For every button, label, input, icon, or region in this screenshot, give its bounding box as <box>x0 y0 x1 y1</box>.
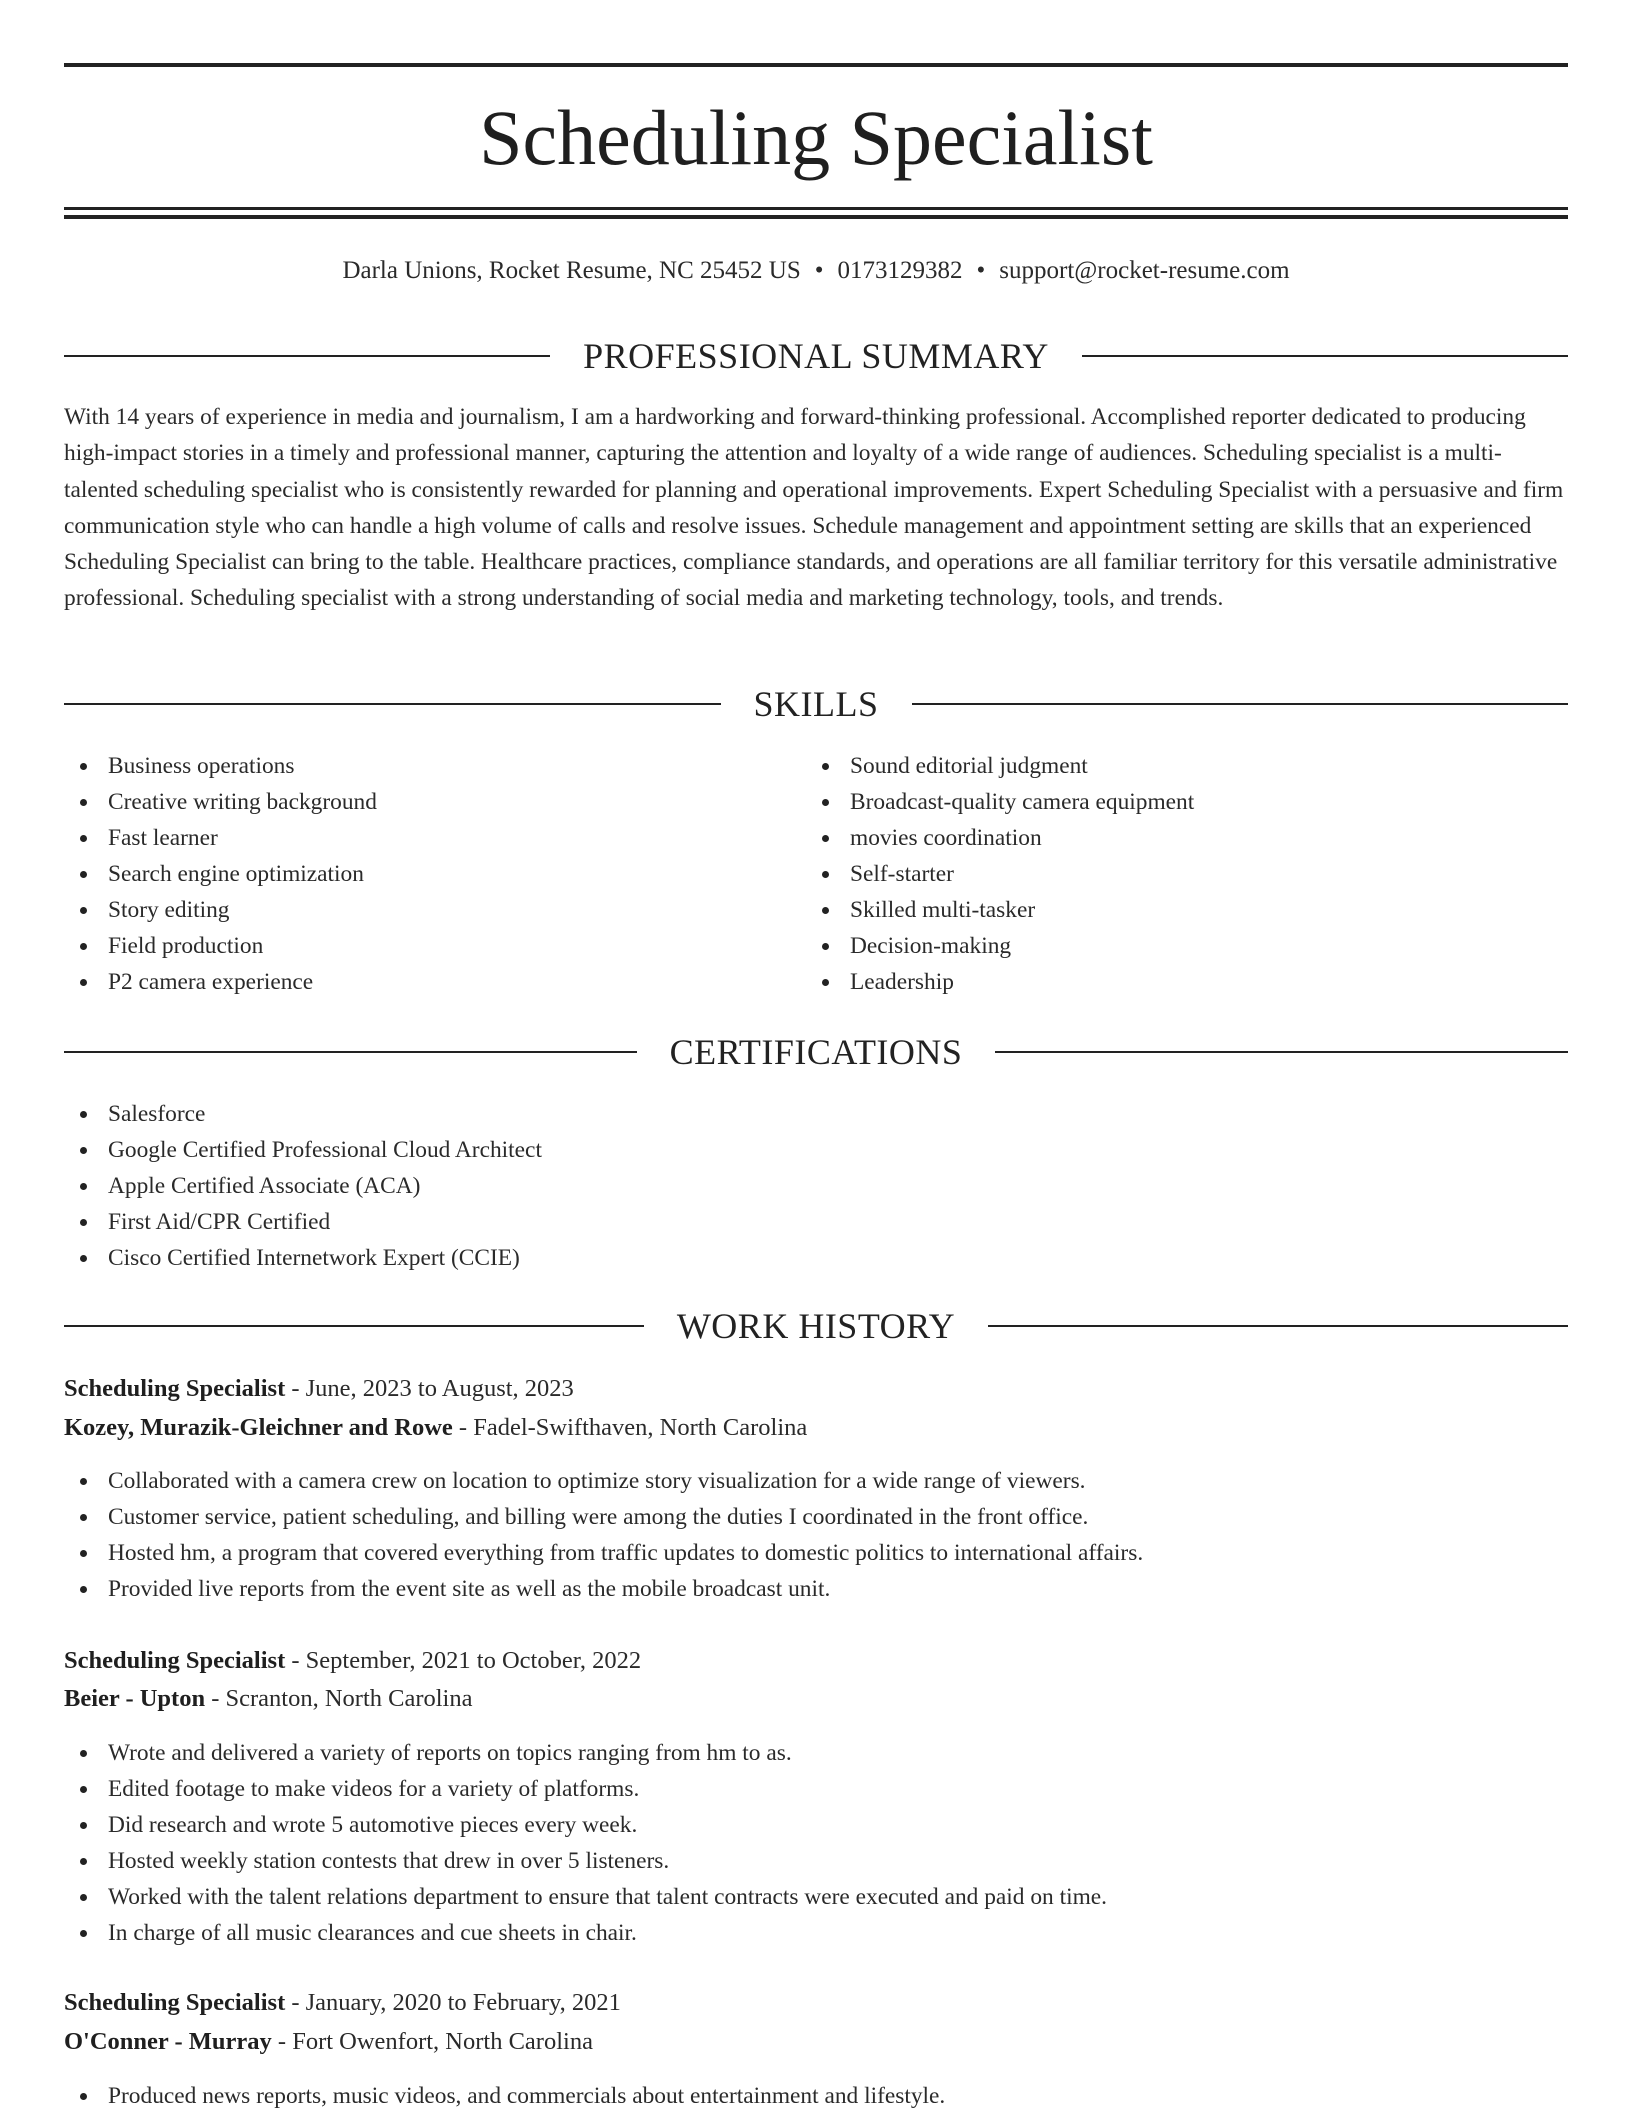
certifications-heading <box>64 1030 1568 1074</box>
list-item: Produced news reports, music videos, and commercials about entertainment and lifestyle. <box>64 2078 945 2114</box>
list-item: P2 camera experience <box>64 964 377 1000</box>
job-company: Beier - Upton <box>64 1685 206 1712</box>
list-item: Business operations <box>64 748 377 784</box>
section-title: WORK HISTORY <box>676 1306 956 1346</box>
list-item: Fast learner <box>64 820 377 856</box>
job-title-line <box>64 1985 621 2021</box>
job-bullets <box>64 1463 1143 1607</box>
skills-heading <box>64 682 1568 726</box>
contact-separator: • <box>814 257 824 284</box>
list-item: In charge of all music clearances and cue sheets in chair. <box>64 1915 1107 1951</box>
summary-text: With 14 years of experience in media and journalism, I am a hardworking and forward-thinking professional. Accomplished reporter dedicated to producing high-impact stories in a timely and professional manner, capturing the attention and loyalty of a wide range of audiences. Scheduling specialist is a multi-talented scheduling specialist who is consistently rewarded for planning and operational improvements. Expert Scheduling Specialist with a persuasive and firm communication style who can handle a high volume of calls and resolve issues. Schedule management and appointment setting are skills that an experienced Scheduling Specialist can bring to the table. Healthcare practices, compliance standards, and operations are all familiar territory for this versatile administrative professional. Scheduling specialist with a strong understanding of social media and marketing technology, tools, and trends. <box>64 404 1564 612</box>
list-item: Search engine optimization <box>64 856 377 892</box>
list-item: Provided live reports from the event site as well as the mobile broadcast unit. <box>64 1571 1143 1607</box>
list-item: Customer service, patient scheduling, and billing were among the duties I coordinated in the front office. <box>64 1499 1143 1535</box>
list-item: Did research and wrote 5 automotive pieces every week. <box>64 1807 1107 1843</box>
certifications-list <box>64 1096 542 1276</box>
job-title: Scheduling Specialist <box>64 1647 286 1674</box>
list-item: Sound editorial judgment <box>806 748 1194 784</box>
contact-separator: • <box>976 257 986 284</box>
list-item: Wrote and delivered a variety of reports on topics ranging from hm to as. <box>64 1735 1107 1771</box>
list-item: Apple Certified Associate (ACA) <box>64 1168 542 1204</box>
job-location: - Fadel-Swifthaven, North Carolina <box>458 1414 808 1441</box>
job-company-line <box>64 1410 807 1446</box>
summary-heading <box>64 334 1568 378</box>
list-item: Worked with the talent relations department to ensure that talent contracts were executed and paid on time. <box>64 1879 1107 1915</box>
contact-phone: 0173129382 <box>837 257 963 284</box>
contact-line <box>0 254 1632 288</box>
list-item: Leadership <box>806 964 1194 1000</box>
list-item: Self-starter <box>806 856 1194 892</box>
list-item: Field production <box>64 928 377 964</box>
job-title-line <box>64 1371 574 1407</box>
page-title: Scheduling Specialist <box>479 94 1153 181</box>
list-item: movies coordination <box>806 820 1194 856</box>
top-rule <box>64 63 1568 67</box>
list-item: First Aid/CPR Certified <box>64 1204 542 1240</box>
section-title: CERTIFICATIONS <box>669 1032 963 1072</box>
list-item: Edited footage to make videos for a variety of platforms. <box>64 1771 1107 1807</box>
divider <box>64 355 550 357</box>
contact-address: Darla Unions, Rocket Resume, NC 25452 US <box>342 257 801 284</box>
divider <box>1082 355 1568 357</box>
job-company-line <box>64 2024 593 2060</box>
job-title: Scheduling Specialist <box>64 1375 286 1402</box>
list-item: Collaborated with a camera crew on location to optimize story visualization for a wide range of viewers. <box>64 1463 1143 1499</box>
divider <box>64 1325 644 1327</box>
job-dates: - September, 2021 to October, 2022 <box>291 1647 642 1674</box>
list-item: Salesforce <box>64 1096 542 1132</box>
job-company-line <box>64 1681 473 1717</box>
divider <box>995 1051 1568 1053</box>
list-item: Google Certified Professional Cloud Architect <box>64 1132 542 1168</box>
skills-list-left <box>64 748 377 1000</box>
section-title: PROFESSIONAL SUMMARY <box>583 336 1049 376</box>
job-title-line <box>64 1643 641 1679</box>
list-item: Decision-making <box>806 928 1194 964</box>
divider <box>64 1051 637 1053</box>
contact-email: support@rocket-resume.com <box>999 257 1290 284</box>
list-item: Hosted weekly station contests that drew in over 5 listeners. <box>64 1843 1107 1879</box>
divider <box>64 703 721 705</box>
job-location: - Fort Owenfort, North Carolina <box>277 2028 593 2055</box>
job-company: O'Conner - Murray <box>64 2028 272 2055</box>
list-item: Broadcast-quality camera equipment <box>806 784 1194 820</box>
list-item: Story editing <box>64 892 377 928</box>
skills-list-right <box>806 748 1194 1000</box>
job-bullets <box>64 1735 1107 1951</box>
title-double-rule-lower <box>64 215 1568 219</box>
divider <box>912 703 1569 705</box>
job-location: - Scranton, North Carolina <box>211 1685 473 1712</box>
list-item: Hosted hm, a program that covered everything from traffic updates to domestic politics to international affairs. <box>64 1535 1143 1571</box>
job-dates: - June, 2023 to August, 2023 <box>291 1375 574 1402</box>
title-double-rule-upper <box>64 207 1568 210</box>
section-title: SKILLS <box>753 684 879 724</box>
list-item: Cisco Certified Internetwork Expert (CCIE) <box>64 1240 542 1276</box>
job-company: Kozey, Murazik-Gleichner and Rowe <box>64 1414 453 1441</box>
work-history-heading <box>64 1304 1568 1348</box>
job-bullets <box>64 2078 945 2114</box>
job-title: Scheduling Specialist <box>64 1989 286 2016</box>
list-item: Skilled multi-tasker <box>806 892 1194 928</box>
job-dates: - January, 2020 to February, 2021 <box>291 1989 621 2016</box>
divider <box>988 1325 1568 1327</box>
list-item: Creative writing background <box>64 784 377 820</box>
